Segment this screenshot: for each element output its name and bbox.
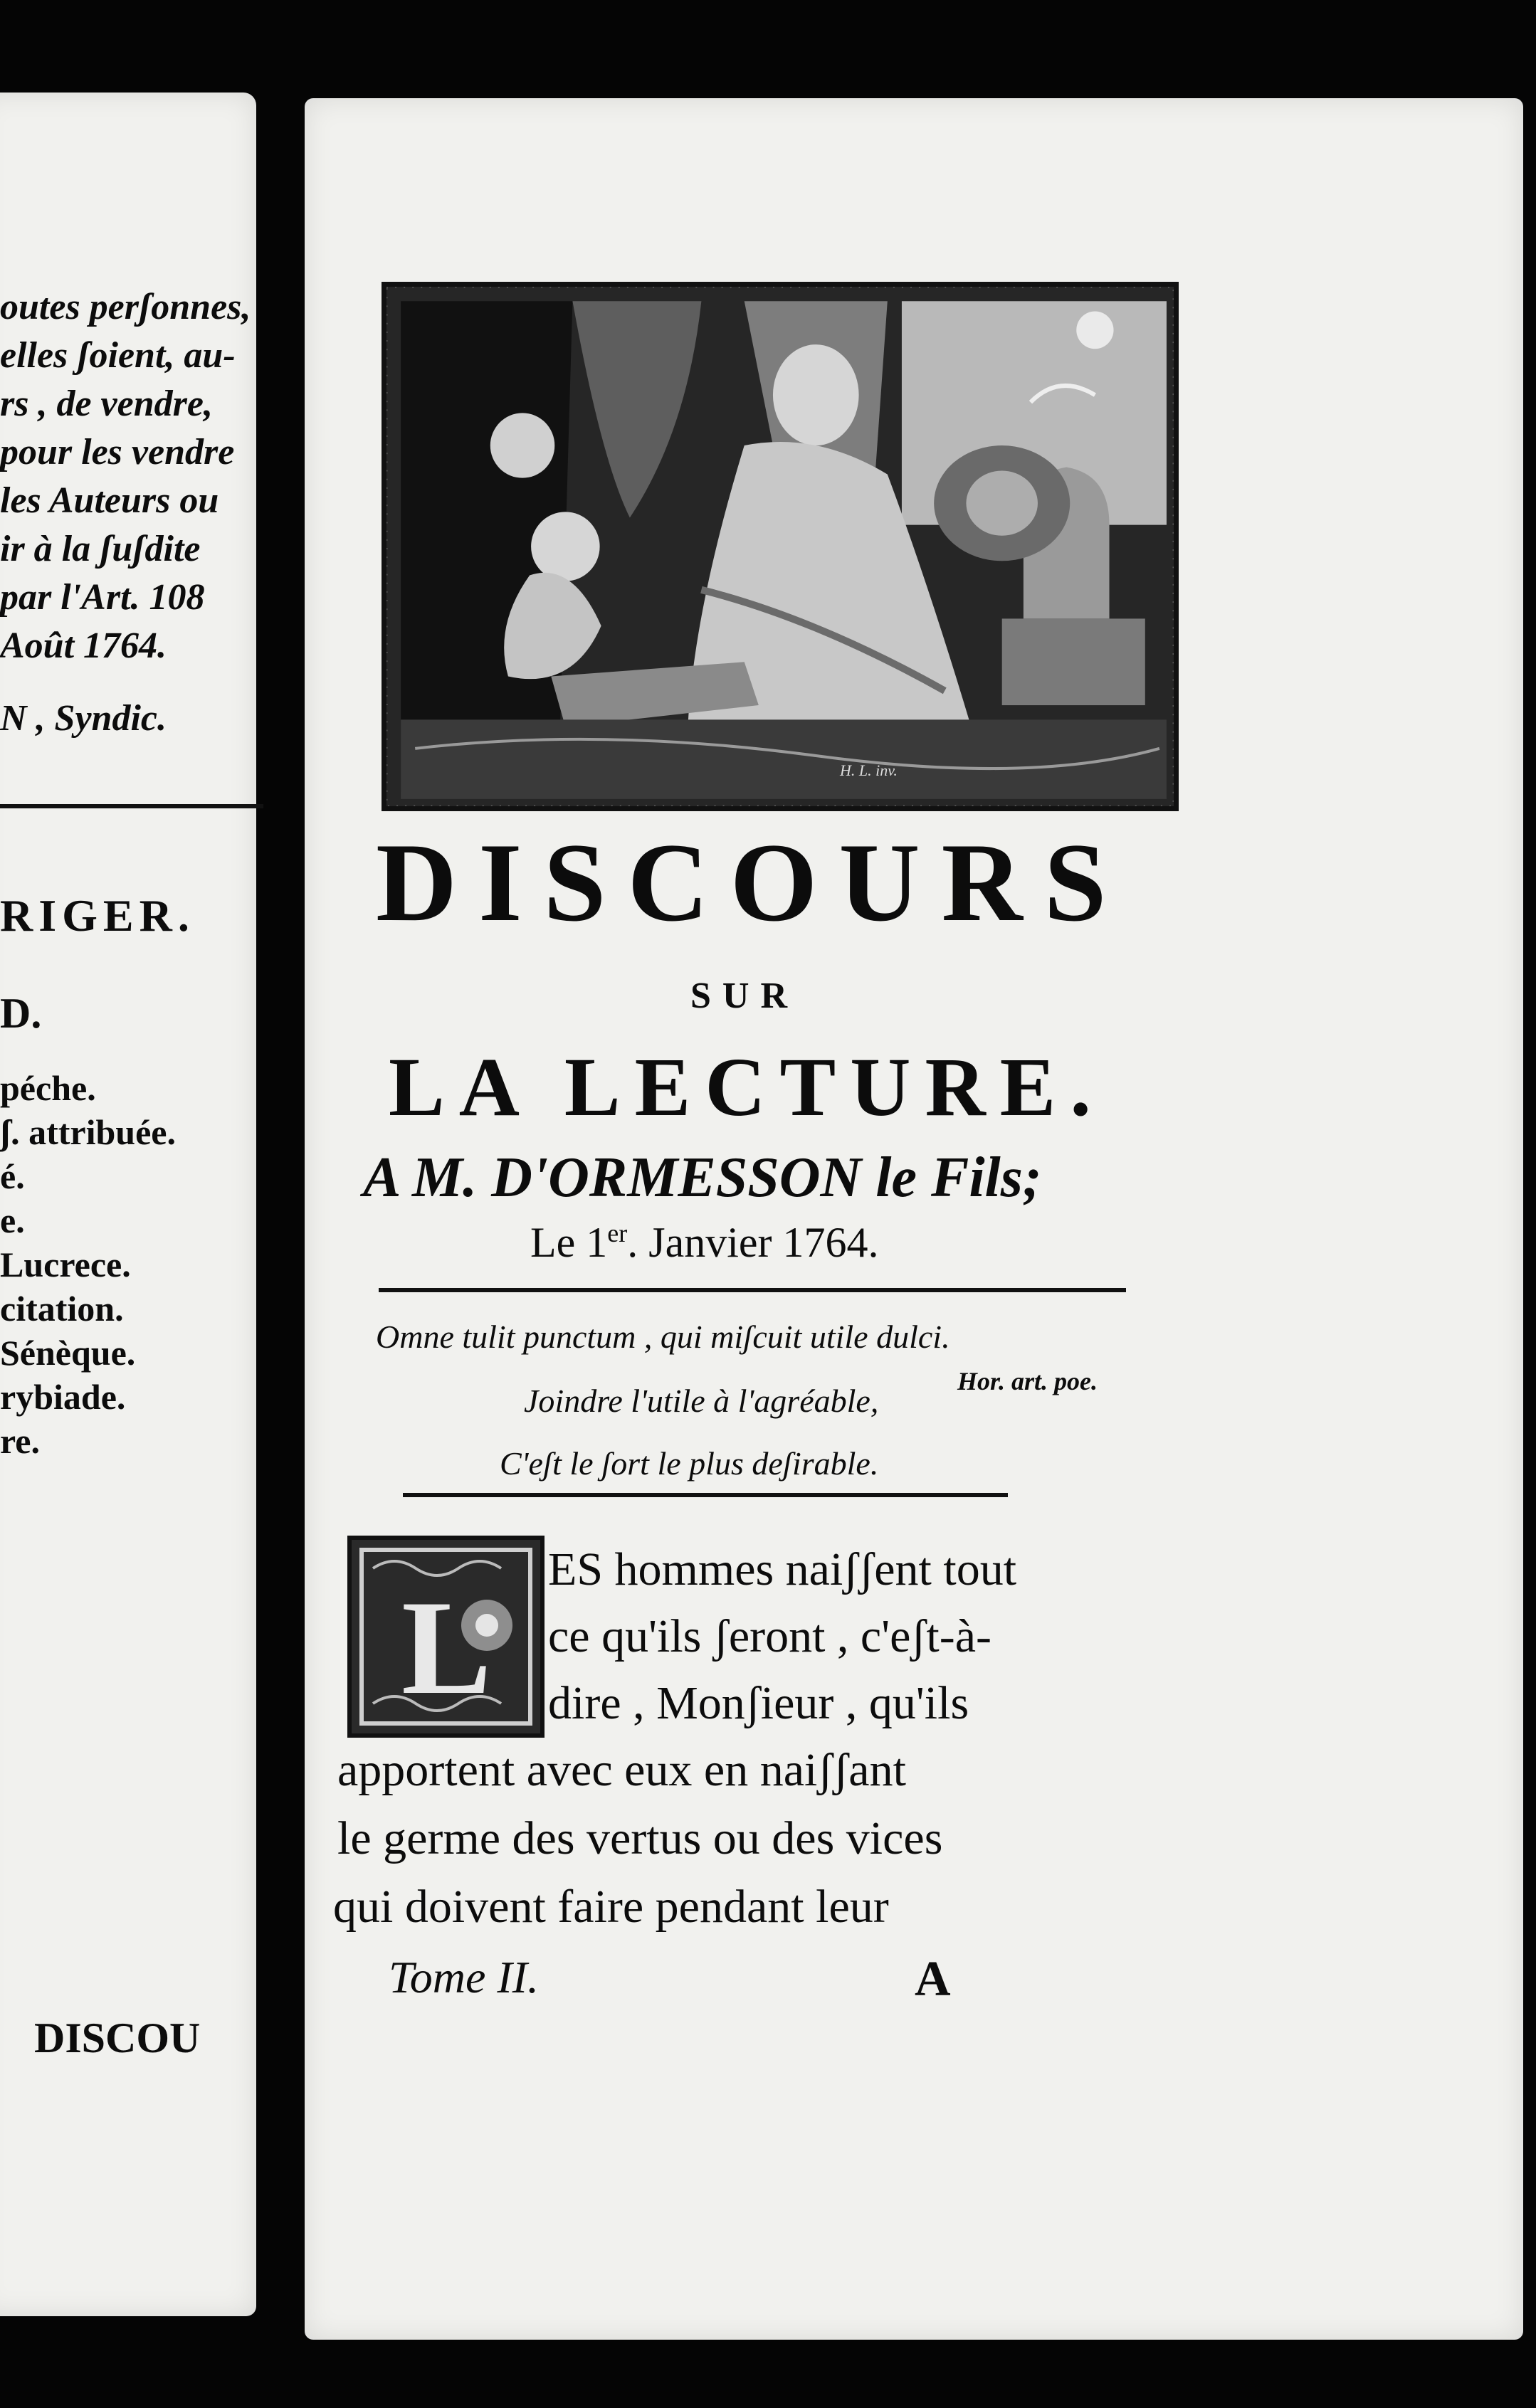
errata-line: rybiade. (0, 1377, 126, 1417)
left-text-line: les Auteurs ou (0, 480, 219, 521)
dropcap-letter: L (401, 1573, 492, 1723)
epigraph-french-1: Joindre l'utile à l'agréable, (524, 1383, 879, 1419)
body-line: qui doivent faire pendant leur (333, 1881, 889, 1933)
body-line: dire , Monʃieur , qu'ils (548, 1677, 969, 1729)
dropcap-illustration (352, 1540, 540, 1733)
body-line: apportent avec eux en naiʃʃant (337, 1744, 906, 1796)
errata-line: ʃ. attribuée. (0, 1112, 176, 1152)
dropcap-ornament (347, 1536, 545, 1738)
vignette-signature: H. L. inv. (840, 761, 898, 779)
date-line: Le 1er. Janvier 1764. (530, 1219, 879, 1266)
left-text-line: ir à la ʃuʃdite (0, 529, 201, 569)
left-text-line: N , Syndic. (0, 698, 167, 739)
vignette-illustration (386, 287, 1174, 806)
epigraph-french-2: C'eʃt le ʃort le plus deʃirable. (500, 1445, 879, 1482)
body-line: ce qu'ils ʃeront , c'eʃt-à- (548, 1610, 991, 1662)
left-catchword: DISCOU (34, 2014, 201, 2061)
body-line: le germe des vertus ou des vices (337, 1812, 943, 1864)
title-sur: SUR (690, 976, 799, 1016)
dedication: A M. D'ORMESSON le Fils; (363, 1146, 1042, 1209)
title: DISCOURS (376, 820, 1128, 945)
subtitle: LA LECTURE. (389, 1040, 1105, 1134)
rule-bottom (403, 1493, 1008, 1497)
errata-line: péche. (0, 1068, 96, 1108)
epigraph-latin: Omne tulit punctum , qui miʃcuit utile dulci. (376, 1319, 950, 1355)
left-subheading: D. (0, 990, 42, 1037)
errata-line: re. (0, 1421, 40, 1461)
errata-line: Lucrece. (0, 1245, 131, 1284)
left-text-line: outes perʃonnes, (0, 287, 251, 327)
errata-line: Sénèque. (0, 1333, 136, 1373)
left-text-line: elles ʃoient, au- (0, 335, 236, 376)
errata-line: citation. (0, 1289, 124, 1329)
left-text-line: Août 1764. (0, 625, 167, 666)
rule-top (379, 1288, 1126, 1292)
left-text-line: pour les vendre (0, 432, 235, 472)
engraved-vignette (382, 282, 1179, 811)
signature-mark: A (915, 1952, 951, 2007)
footer-tome: Tome II. (389, 1952, 539, 2002)
epigraph-source: Hor. art. poe. (957, 1367, 1098, 1395)
left-heading: RIGER. (0, 890, 195, 941)
body-line: ES hommes naiʃʃent tout (548, 1543, 1017, 1595)
left-page (0, 93, 256, 2316)
left-text-line: rs , de vendre, (0, 384, 213, 424)
errata-line: é. (0, 1156, 25, 1196)
left-rule (0, 804, 263, 808)
errata-line: e. (0, 1200, 25, 1240)
left-text-line: par l'Art. 108 (0, 577, 205, 618)
